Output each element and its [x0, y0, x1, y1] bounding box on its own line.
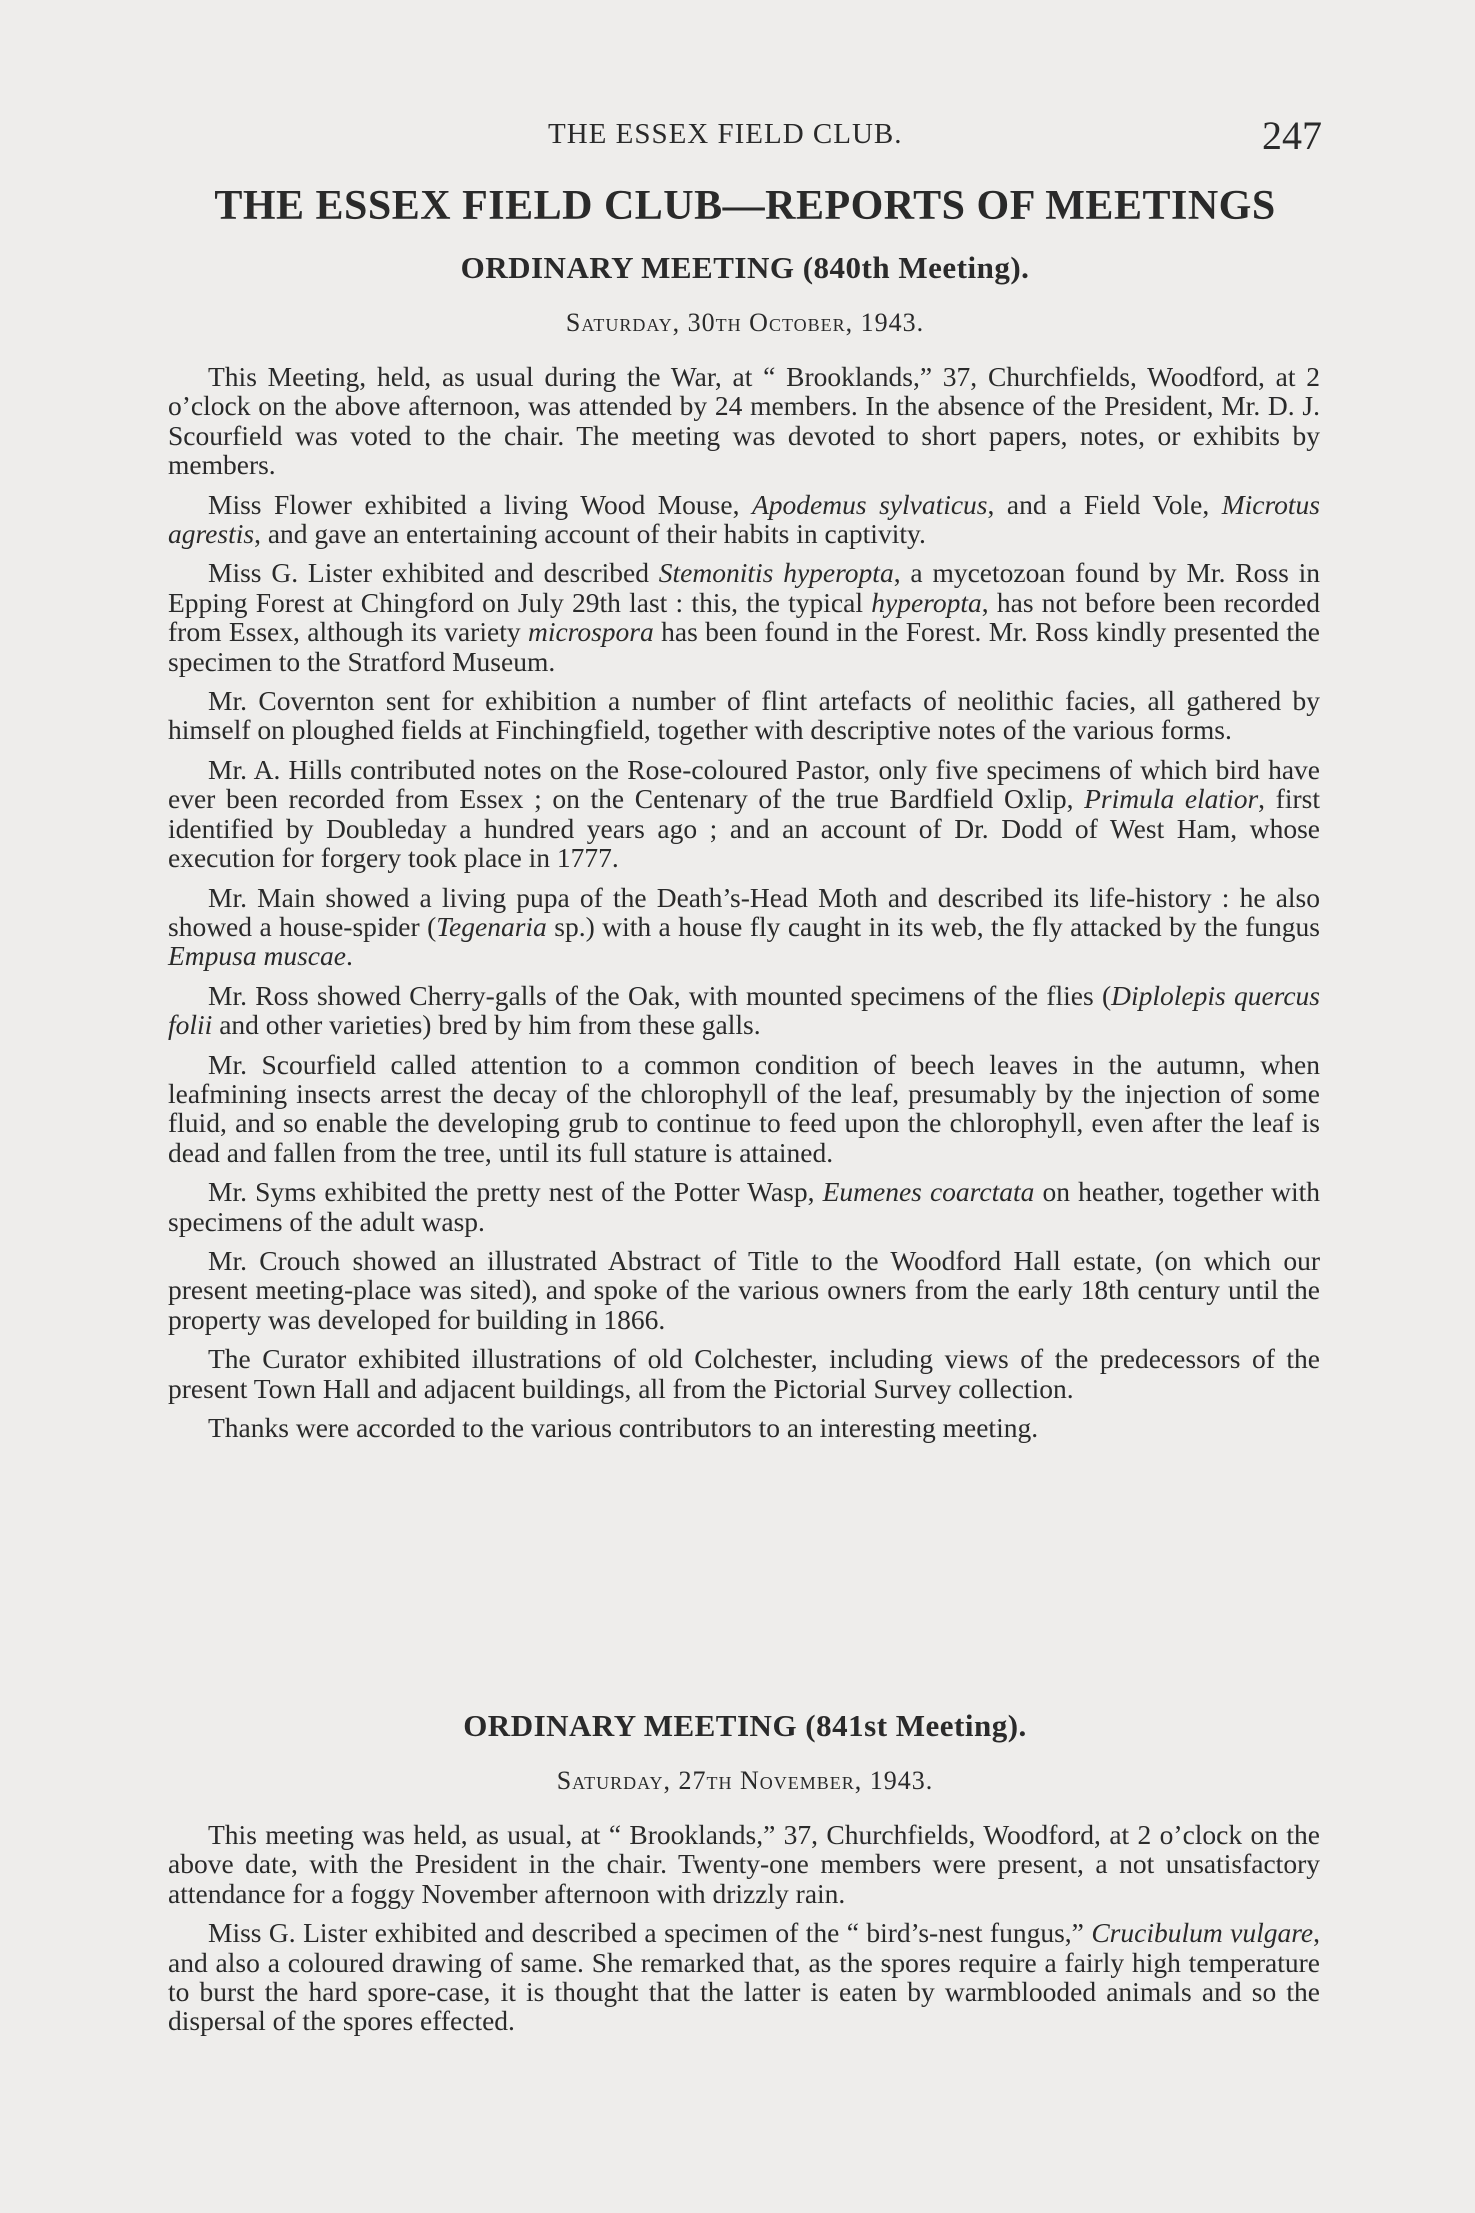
meeting-840-body	[168, 362, 1320, 1452]
running-title: THE ESSEX FIELD CLUB.	[548, 118, 903, 150]
paragraph: Miss G. Lister exhibited and described Stemonitis hyperopta, a mycetozoan found by Mr. Ross in Epping Forest at Chingford on July 29th last : this, the typical hyperopta, has not before been recorded from Essex, although its variety microspora has been found in the Forest. Mr. Ross kindly presented the specimen to the Stratford Museum.	[168, 557, 1321, 677]
paragraph: Mr. Main showed a living pupa of the Death’s-Head Moth and described its life-history : he also showed a house-spider (Tegenaria sp.) with a house fly caught in its web, the fly attacked by the fungus Empusa muscae.	[168, 881, 1321, 972]
paragraph: Mr. A. Hills contributed notes on the Rose-coloured Pastor, only five specimens of which bird have ever been recorded from Essex ; on the Centenary of the true Bardfield Oxlip, Primula elatior, first identified by Doubleday a hundred years ago ; and an account of Dr. Dodd of West Ham, whose execution for forgery took place in 1777.	[168, 753, 1320, 874]
paragraph: This Meeting, held, as usual during the War, at “ Brooklands,” 37, Churchfields, Woodford, at 2 o’clock on the above afternoon, was attended by 24 members. In the absence of the President, Mr. D. J. Scourfield was voted to the chair. The meeting was devoted to short papers, notes, or exhibits by members.	[168, 361, 1320, 481]
paragraph: The Curator exhibited illustrations of old Colchester, including views of the predecessors of the present Town Hall and adjacent buildings, all from the Pictorial Survey collection.	[168, 1343, 1320, 1404]
paragraph: Thanks were accorded to the various contributors to an interesting meeting.	[208, 1412, 1039, 1443]
paragraph: Miss G. Lister exhibited and described a specimen of the “ bird’s-nest fungus,” Crucibulum vulgare, and also a coloured drawing of same. She remarked that, as the spores require a fairly high temperature to burst the hard spore-case, it is thought that the latter is eaten by warmblooded animals and so the dispersal of the spores effected.	[168, 1917, 1321, 2037]
meeting-841-date: Saturday, 27th November, 1943.	[556, 1766, 934, 1795]
paragraph: Miss Flower exhibited a living Wood Mouse, Apodemus sylvaticus, and a Field Vole, Microtus agrestis, and gave an entertaining account of their habits in captivity.	[168, 488, 1320, 550]
meeting-840-date: Saturday, 30th October, 1943.	[565, 308, 925, 337]
main-title: THE ESSEX FIELD CLUB—REPORTS OF MEETINGS	[214, 183, 1276, 229]
running-head	[0, 112, 1475, 162]
meeting-841-title: ORDINARY MEETING (841st Meeting).	[463, 1708, 1027, 1743]
paragraph: Mr. Covernton sent for exhibition a number of flint artefacts of neolithic facies, all gathered by himself on ploughed fields at Finchingfield, together with descriptive notes of the various forms.	[168, 685, 1320, 746]
paragraph: Mr. Syms exhibited the pretty nest of the Potter Wasp, Eumenes coarctata on heather, together with specimens of the adult wasp.	[168, 1176, 1320, 1237]
paragraph: Mr. Crouch showed an illustrated Abstract of Title to the Woodford Hall estate, (on which our present meeting-place was sited), and spoke of the various owners from the early 18th century until the property was developed for building in 1866.	[168, 1244, 1320, 1335]
meeting-840-title: ORDINARY MEETING (840th Meeting).	[460, 250, 1030, 285]
paragraph: Mr. Scourfield called attention to a common condition of beech leaves in the autumn, when leafmining insects arrest the decay of the chlorophyll of the leaf, presumably by the injection of some fluid, and so enable the developing grub to continue to feed upon the chlorophyll, even after the leaf is dead and fallen from the tree, until its full stature is attained.	[168, 1048, 1320, 1168]
paragraph: Mr. Ross showed Cherry-galls of the Oak, with mounted specimens of the flies (Diplolepis quercus folii and other varieties) bred by him from these galls.	[168, 979, 1321, 1041]
paragraph: This meeting was held, as usual, at “ Brooklands,” 37, Churchfields, Woodford, at 2 o’clock on the above date, with the President in the chair. Twenty-one members were present, a not unsatisfactory attendance for a foggy November afternoon with drizzly rain.	[168, 1819, 1320, 1909]
page-number: 247	[1262, 113, 1322, 158]
meeting-841-body	[168, 1820, 1320, 2046]
